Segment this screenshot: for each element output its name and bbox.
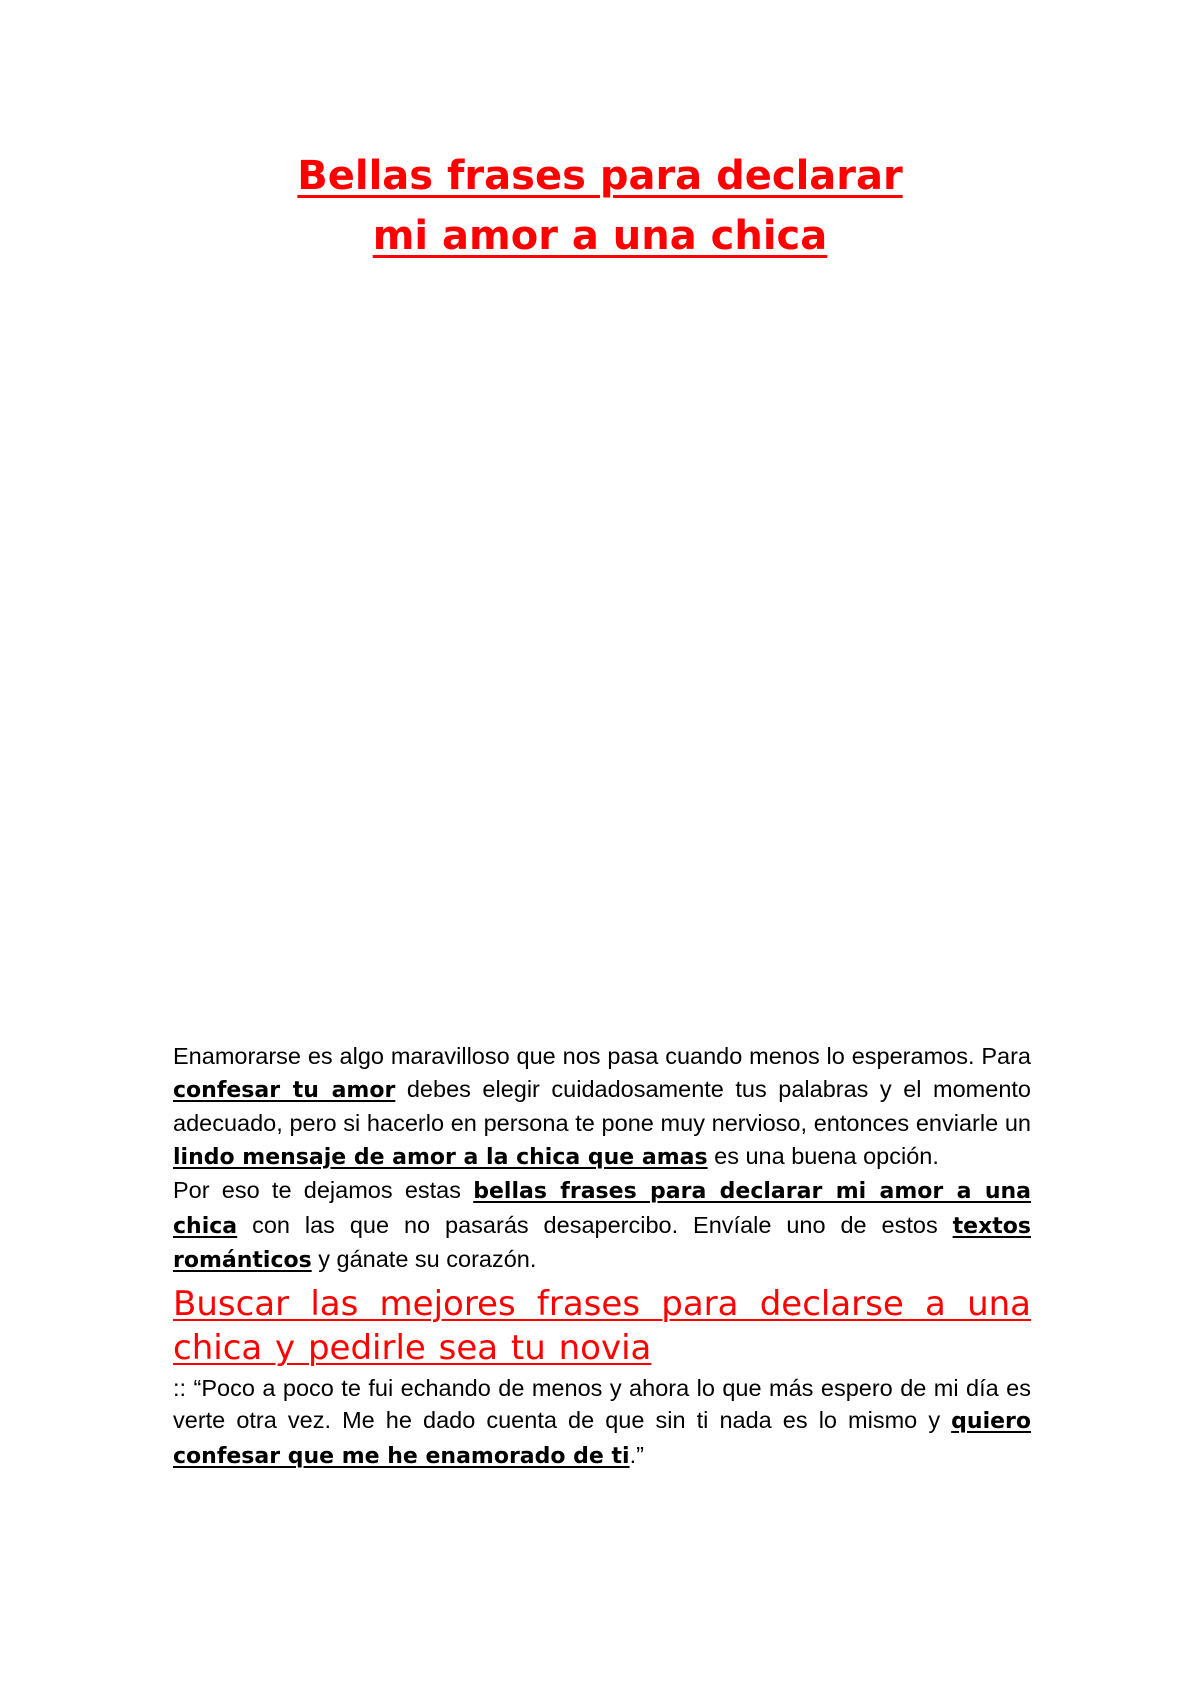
paragraph-text: con las que no pasarás desapercibo. Envíale uno de estos [237,1211,953,1238]
keyword-link-bellas-frases[interactable]: bellas frases para declarar mi amor a una chica [173,1179,1032,1239]
keyword-link-quiero-confesar[interactable]: quiero confesar que me he enamorado de ti [173,1409,1031,1469]
quote-paragraph [173,1372,1031,1474]
keyword-link-textos-romanticos[interactable]: textos románticos [173,1213,1031,1273]
article-body [173,1040,1031,1473]
paragraph-text: Por eso te dejamos estas [173,1177,474,1203]
keyword-link-confesar-tu-amor[interactable]: confesar tu amor [173,1077,396,1103]
section-subheading: Buscar las mejores frases para declarse a una chica y pedirle sea tu novia [173,1283,1031,1368]
paragraph-text: y gánate su corazón. [311,1246,537,1272]
document-title [0,146,1200,266]
second-paragraph [173,1174,1031,1278]
keyword-link-lindo-mensaje[interactable]: lindo mensaje de amor a la chica que amas [173,1144,708,1170]
paragraph-text: :: “Poco a poco te fui echando de menos y ahora lo que más espero de mi día es verte otra vez. Me he dado cuenta de que sin ti nada es lo mismo y [173,1374,1031,1433]
paragraph-text: debes elegir cuidadosamente tus palabras y el momento adecuado, pero si hacerlo en persona te pone muy nervioso, entonces enviarle un [173,1075,1031,1136]
paragraph-text: Enamorarse es algo maravilloso que nos pasa cuando menos lo esperamos. Para [173,1043,1031,1069]
intro-paragraph [173,1040,1031,1174]
paragraph-text: es una buena opción. [707,1142,939,1169]
paragraph-text: .” [629,1441,644,1468]
title-line-1: Bellas frases para declarar [297,153,903,199]
title-line-2: mi amor a una chica [372,213,828,259]
